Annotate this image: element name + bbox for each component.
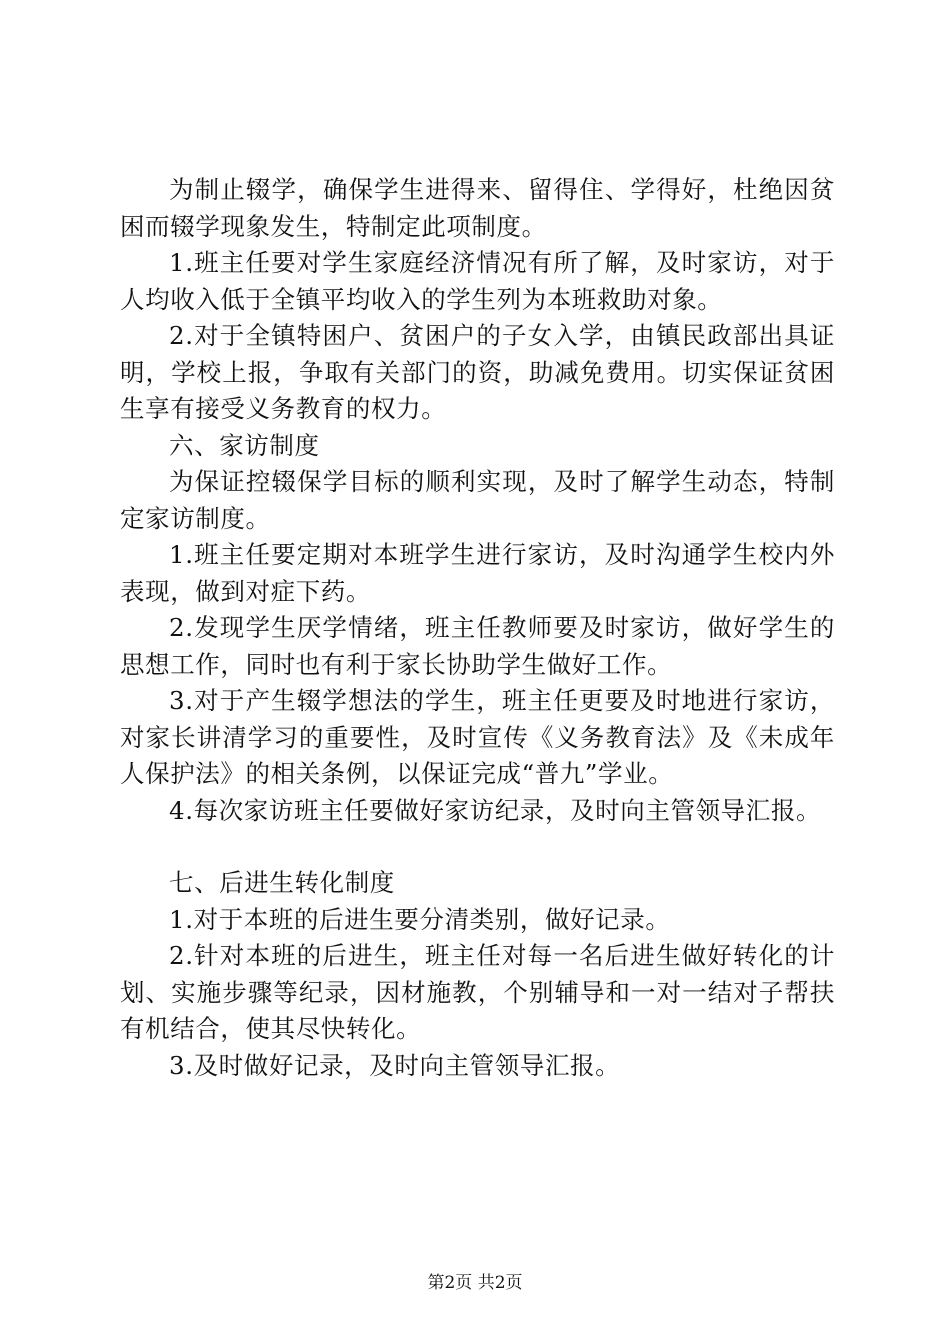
section-heading-underachiever: 七、后进生转化制度 [169, 868, 395, 897]
page-number-footer: 第2页 共2页 [427, 1273, 523, 1293]
section-spacer [120, 829, 835, 865]
paragraph-home-visit-2: 2.发现学生厌学情绪，班主任教师要及时家访，做好学生的思想工作，同时也有利于家长协助学生做好工作。 [120, 613, 835, 679]
paragraph-item-2: 2.对于全镇特困户、贫困户的子女入学，由镇民政部出具证明，学校上报，争取有关部门的资，助减免费用。切实保证贫困生享有接受义务教育的权力。 [120, 321, 835, 423]
paragraph-item-1: 1.班主任要对学生家庭经济情况有所了解，及时家访，对于人均收入低于全镇平均收入的学生列为本班救助对象。 [120, 248, 835, 314]
paragraph-underachiever-1: 1.对于本班的后进生要分清类别，做好记录。 [169, 904, 671, 934]
document-body [120, 172, 835, 1084]
paragraph-home-visit-intro: 为保证控辍保学目标的顺利实现，及时了解学生动态，特制定家访制度。 [120, 467, 835, 533]
paragraph-home-visit-3: 3.对于产生辍学想法的学生，班主任更要及时地进行家访，对家长讲清学习的重要性，及时宣传《义务教育法》及《未成年人保护法》的相关条例，以保证完成“普九”学业。 [120, 686, 835, 788]
paragraph-underachiever-2: 2.针对本班的后进生，班主任对每一名后进生做好转化的计划、实施步骤等纪录，因材施教，个别辅导和一对一结对子帮扶有机结合，使其尽快转化。 [120, 941, 835, 1043]
paragraph-intro: 为制止辍学，确保学生进得来、留得住、学得好，杜绝因贫困而辍学现象发生，特制定此项制度。 [120, 175, 835, 241]
section-heading-home-visit: 六、家访制度 [169, 430, 320, 460]
paragraph-underachiever-3: 3.及时做好记录，及时向主管领导汇报。 [169, 1050, 621, 1080]
paragraph-home-visit-4: 4.每次家访班主任要做好家访纪录，及时向主管领导汇报。 [169, 795, 822, 825]
paragraph-home-visit-1: 1.班主任要定期对本班学生进行家访，及时沟通学生校内外表现，做到对症下药。 [120, 540, 835, 606]
